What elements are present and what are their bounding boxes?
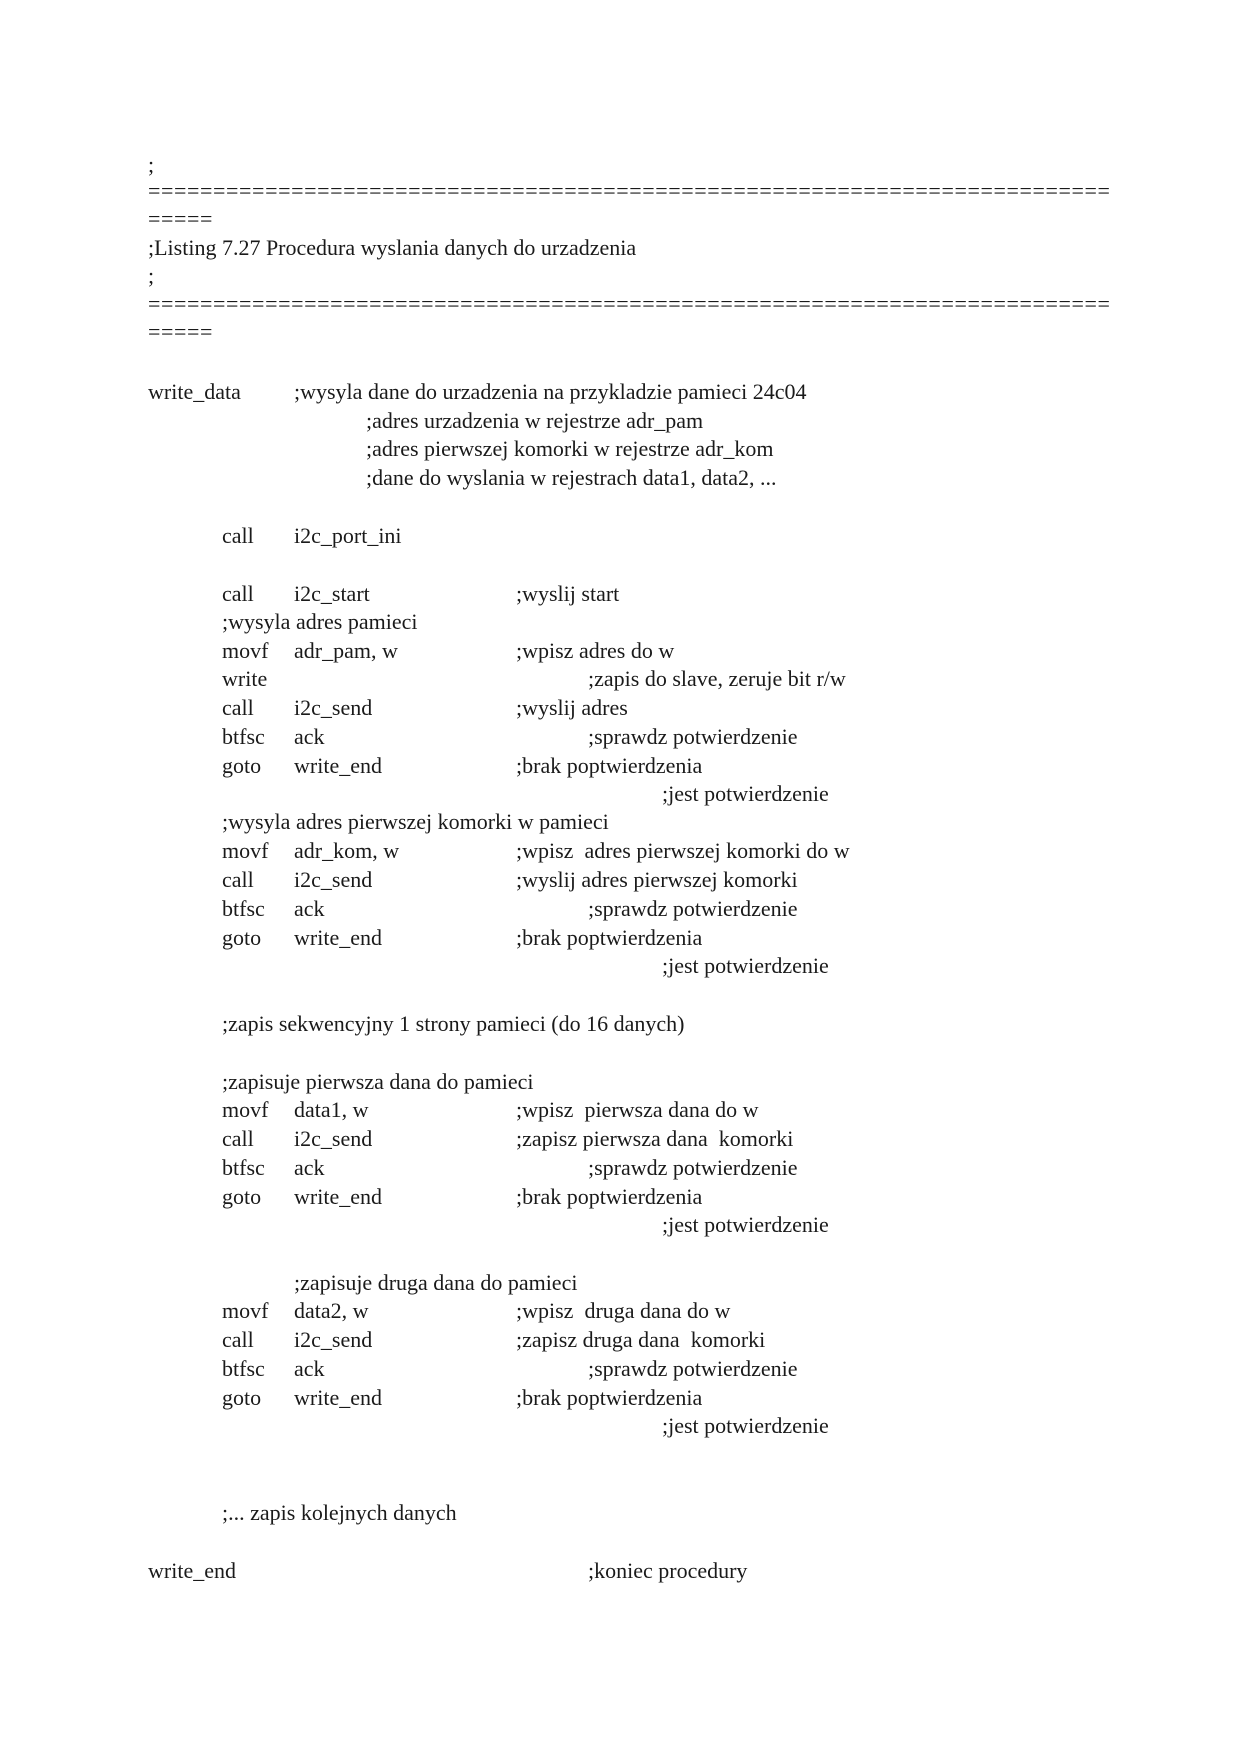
- instruction-arg: write_end: [294, 1385, 382, 1410]
- instruction-arg: ack: [294, 1155, 325, 1180]
- instruction-arg: i2c_send: [294, 867, 373, 892]
- comment: ;sprawdz potwierdzenie: [588, 724, 798, 749]
- instruction-op: call: [222, 867, 254, 892]
- comment: ;jest potwierdzenie: [662, 781, 829, 806]
- instruction-op: goto: [222, 753, 262, 778]
- instruction-arg: i2c_send: [294, 1126, 373, 1151]
- instruction-op: btfsc: [222, 896, 265, 921]
- comment: ;adres pierwszej komorki w rejestrze adr_kom: [366, 436, 774, 461]
- section-heading: ;zapisuje pierwsza dana do pamieci: [222, 1069, 534, 1094]
- instruction-arg: write_end: [294, 1184, 382, 1209]
- instruction-op: write: [222, 666, 268, 691]
- instruction-arg: i2c_start: [294, 581, 370, 606]
- instruction-op: goto: [222, 1184, 262, 1209]
- instruction-op: movf: [222, 838, 269, 863]
- comment: ;dane do wyslania w rejestrach data1, data2, ...: [366, 465, 777, 490]
- comment: ;koniec procedury: [588, 1558, 748, 1583]
- instruction-op: btfsc: [222, 724, 265, 749]
- instruction-arg: write_end: [294, 753, 382, 778]
- instruction-op: goto: [222, 1385, 262, 1410]
- instruction-arg: i2c_port_ini: [294, 523, 402, 548]
- comment: ;wpisz adres do w: [516, 638, 675, 663]
- instruction-arg: i2c_send: [294, 695, 373, 720]
- instruction-op: call: [222, 581, 254, 606]
- instruction-op: movf: [222, 1298, 269, 1323]
- separator-rule: ==========================================================================: [148, 291, 1111, 316]
- separator-rule-tail: =====: [148, 206, 214, 231]
- section-heading: ;... zapis kolejnych danych: [222, 1500, 457, 1525]
- instruction-arg: ack: [294, 724, 325, 749]
- comment: ;zapisz druga dana komorki: [516, 1327, 766, 1352]
- section-heading: ;zapisuje druga dana do pamieci: [294, 1270, 578, 1295]
- comment: ;brak poptwierdzenia: [516, 1184, 703, 1209]
- instruction-op: movf: [222, 638, 269, 663]
- comment: ;wpisz pierwsza dana do w: [516, 1097, 759, 1122]
- instruction-arg: ack: [294, 896, 325, 921]
- procedure-end-label: write_end: [148, 1558, 236, 1583]
- comment: ;wyslij adres pierwszej komorki: [516, 867, 798, 892]
- procedure-label: write_data: [148, 379, 241, 404]
- comment: ;jest potwierdzenie: [662, 953, 829, 978]
- comment: ;zapis do slave, zeruje bit r/w: [588, 666, 846, 691]
- section-heading: ;wysyla adres pamieci: [222, 609, 418, 634]
- separator-rule: ==========================================================================: [148, 178, 1111, 203]
- comment: ;wpisz druga dana do w: [516, 1298, 731, 1323]
- comment: ;brak poptwierdzenia: [516, 1385, 703, 1410]
- comment: ;zapisz pierwsza dana komorki: [516, 1126, 794, 1151]
- comment: ;sprawdz potwierdzenie: [588, 1155, 798, 1180]
- comment: ;wpisz adres pierwszej komorki do w: [516, 838, 850, 863]
- instruction-arg: adr_pam, w: [294, 638, 398, 663]
- instruction-arg: write_end: [294, 925, 382, 950]
- instruction-op: call: [222, 1327, 254, 1352]
- instruction-arg: i2c_send: [294, 1327, 373, 1352]
- comment: ;sprawdz potwierdzenie: [588, 896, 798, 921]
- instruction-arg: data1, w: [294, 1097, 369, 1122]
- instruction-arg: ack: [294, 1356, 325, 1381]
- instruction-op: btfsc: [222, 1155, 265, 1180]
- separator-rule-tail: =====: [148, 319, 214, 344]
- instruction-op: goto: [222, 925, 262, 950]
- instruction-op: movf: [222, 1097, 269, 1122]
- section-heading: ;wysyla adres pierwszej komorki w pamieci: [222, 809, 609, 834]
- section-heading: ;zapis sekwencyjny 1 strony pamieci (do 16 danych): [222, 1011, 685, 1036]
- instruction-arg: adr_kom, w: [294, 838, 400, 863]
- comment: ;brak poptwierdzenia: [516, 753, 703, 778]
- instruction-op: call: [222, 695, 254, 720]
- header-semicolon: ;: [148, 152, 155, 177]
- instruction-arg: data2, w: [294, 1298, 369, 1323]
- comment: ;brak poptwierdzenia: [516, 925, 703, 950]
- comment: ;adres urzadzenia w rejestrze adr_pam: [366, 408, 704, 433]
- instruction-op: btfsc: [222, 1356, 265, 1381]
- comment: ;wyslij adres: [516, 695, 628, 720]
- comment: ;wyslij start: [516, 581, 620, 606]
- comment: ;jest potwierdzenie: [662, 1212, 829, 1237]
- header-semicolon: ;: [148, 263, 155, 288]
- comment: ;jest potwierdzenie: [662, 1413, 829, 1438]
- comment: ;sprawdz potwierdzenie: [588, 1356, 798, 1381]
- instruction-op: call: [222, 523, 254, 548]
- instruction-op: call: [222, 1126, 254, 1151]
- listing-title: ;Listing 7.27 Procedura wyslania danych do urzadzenia: [148, 235, 637, 260]
- comment: ;wysyla dane do urzadzenia na przykladzie pamieci 24c04: [294, 379, 807, 404]
